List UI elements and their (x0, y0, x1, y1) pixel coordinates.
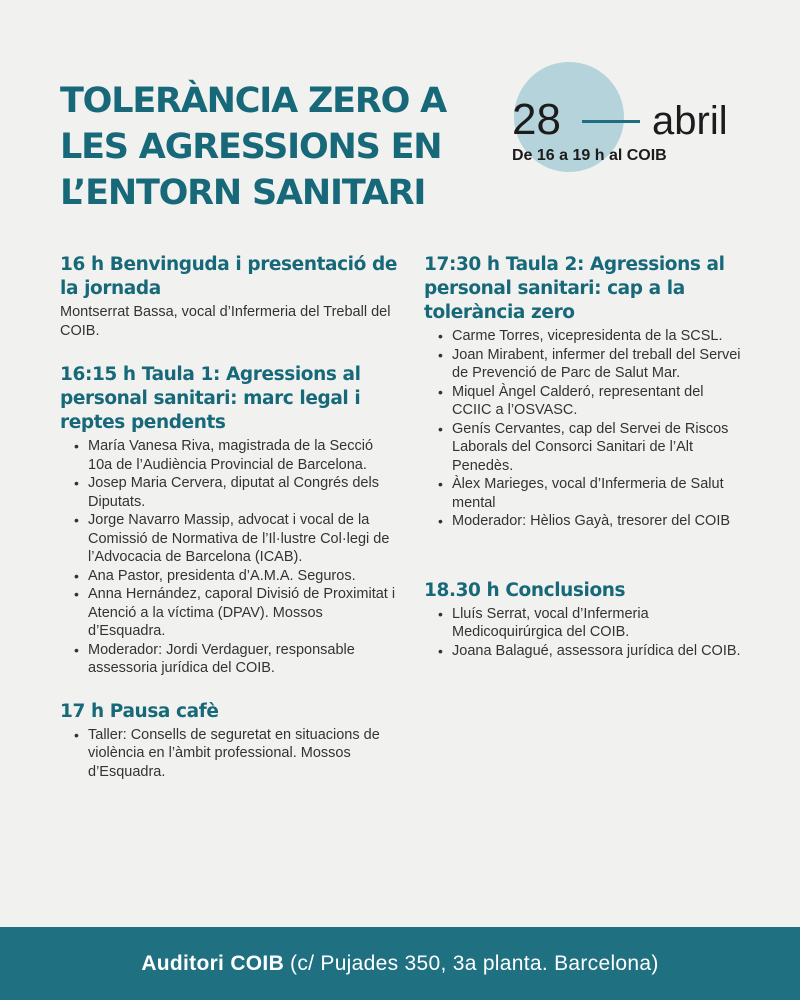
date-time: De 16 a 19 h al COIB (512, 147, 667, 164)
program-left-column (60, 253, 400, 803)
bullet-icon: • (438, 605, 443, 622)
list-item-text: Miquel Àngel Calderó, representant del CCIIC a l’OSVASC. (452, 383, 704, 418)
section-heading: 17 h Pausa cafè (60, 700, 219, 722)
list-item-text: Josep Maria Cervera, diputat al Congrés dels Diputats. (88, 475, 379, 510)
section-text: Montserrat Bassa, vocal d’Infermeria del Treball del COIB. (60, 304, 391, 339)
list-item (438, 475, 744, 512)
bullet-icon: • (74, 726, 79, 743)
list-item-text: Lluís Serrat, vocal d’Infermeria Medicoquirúrgica del COIB. (452, 605, 649, 640)
bullet-icon: • (74, 567, 79, 584)
speaker-list (424, 605, 744, 661)
list-item-text: Carme Torres, vicepresidenta de la SCSL. (452, 328, 723, 344)
program-right-column (424, 253, 744, 682)
speaker-list (424, 327, 744, 531)
list-item-text: Moderador: Hèlios Gayà, tresorer del COIB (452, 513, 731, 529)
list-item (438, 346, 744, 383)
title-line: LES AGRESSIONS EN (60, 127, 442, 167)
list-item-text: Genís Cervantes, cap del Servei de Riscos Laborals del Consorci Sanitari de l’Alt Penedès. (452, 420, 729, 474)
list-item (438, 420, 744, 476)
list-item (74, 641, 400, 678)
bullet-icon: • (438, 513, 443, 529)
list-item-text: Jorge Navarro Massip, advocat i vocal de la Comissió de Normativa de l’Il·lustre Col·legi de l’Advocacia de Barcelona (ICAB). (88, 512, 390, 565)
list-item (74, 437, 400, 474)
list-item (74, 726, 400, 782)
list-item-text: Joana Balagué, assessora jurídica del COIB. (452, 642, 741, 659)
list-item-text: Ana Pastor, presidenta d’A.M.A. Seguros. (88, 567, 356, 584)
bullet-icon: • (438, 346, 443, 363)
list-item-text: María Vanesa Riva, magistrada de la Secció 10a de l’Audiència Provincial de Barcelona. (88, 438, 374, 473)
date-day: 28 (512, 95, 561, 144)
bullet-icon: • (438, 420, 443, 437)
list-item (438, 642, 744, 661)
speaker-list (60, 437, 400, 678)
bullet-icon: • (438, 328, 443, 344)
list-item (74, 567, 400, 586)
title-line: TOLERÀNCIA ZERO A (60, 81, 447, 121)
list-item-text: Joan Mirabent, infermer del treball del Servei de Prevenció de Parc de Salut Mar. (452, 346, 741, 381)
bullet-icon: • (74, 512, 79, 528)
bullet-icon: • (438, 476, 443, 492)
section-heading: 16:15 h Taula 1: Agressions al personal sanitari: marc legal i reptes pendents (60, 364, 361, 433)
bullet-icon: • (438, 642, 443, 659)
bullet-icon: • (74, 475, 79, 491)
venue-footer (0, 927, 800, 1000)
list-item-text: Taller: Consells de seguretat en situacions de violència en l’àmbit professional. Mossos d’Esquadra. (88, 726, 380, 780)
venue-address: (c/ Pujades 350, 3a planta. Barcelona) (290, 951, 659, 975)
date-dash-divider (582, 120, 640, 123)
bullet-icon: • (74, 438, 79, 454)
section-heading: 18.30 h Conclusions (424, 579, 626, 601)
list-item (74, 474, 400, 511)
section-table2 (424, 253, 744, 531)
section-table1 (60, 363, 400, 678)
list-item (438, 605, 744, 642)
list-item-text: Anna Hernández, caporal Divisió de Proximitat i Atenció a la víctima (DPAV). Mossos d’Esquadra. (88, 586, 396, 639)
list-item (438, 512, 744, 531)
title-line: L’ENTORN SANITARI (60, 173, 426, 213)
section-heading: 17:30 h Taula 2: Agressions al personal sanitari: cap a la tolerància zero (424, 254, 725, 323)
bullet-icon: • (438, 383, 443, 400)
date-month: abril (652, 99, 728, 143)
list-item (74, 511, 400, 567)
section-heading: 16 h Benvinguda i presentació de la jornada (60, 254, 397, 299)
section-welcome (60, 253, 400, 341)
event-title (60, 78, 480, 216)
section-break (60, 700, 400, 782)
list-item (74, 585, 400, 641)
venue-name: Auditori COIB (141, 951, 285, 975)
list-item (438, 327, 744, 346)
list-item (438, 383, 744, 420)
activity-list (60, 726, 400, 782)
bullet-icon: • (74, 586, 79, 602)
list-item-text: Àlex Marieges, vocal d’Infermeria de Salut mental (452, 476, 724, 511)
list-item-text: Moderador: Jordi Verdaguer, responsable assessoria jurídica del COIB. (88, 641, 355, 676)
section-conclusions (424, 579, 744, 661)
bullet-icon: • (74, 641, 79, 658)
